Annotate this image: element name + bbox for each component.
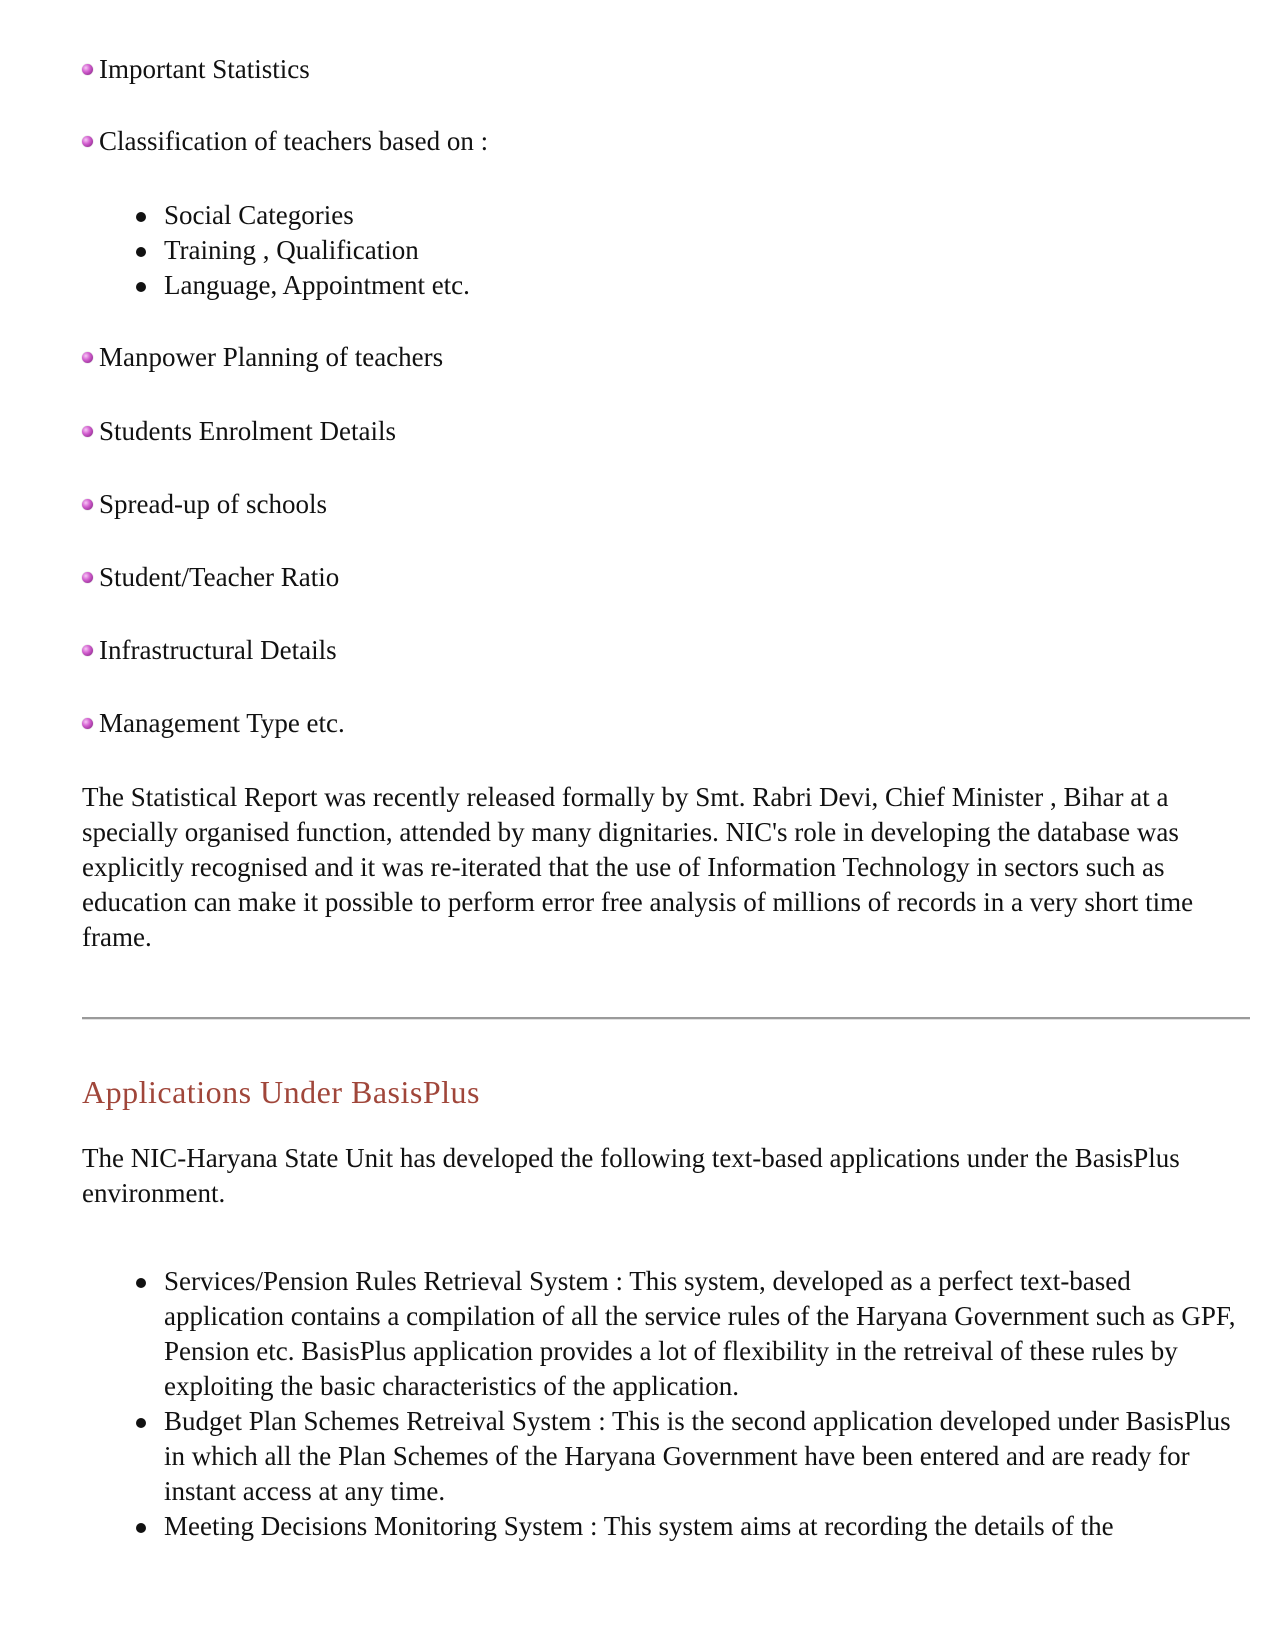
list-item-text: Training , Qualification [164,235,419,265]
black-disc-bullet-icon [136,1278,146,1288]
bullet-manpower-planning [82,340,443,375]
list-item [136,198,470,233]
purple-ball-bullet-icon [82,499,93,510]
purple-ball-bullet-icon [82,64,93,75]
bullet-text: Spread-up of schools [99,489,327,519]
classification-list [136,198,470,303]
purple-ball-bullet-icon [82,718,93,729]
purple-ball-bullet-icon [82,572,93,583]
bullet-classification-of-teachers [82,124,488,159]
bullet-infrastructural-details [82,633,337,668]
black-disc-bullet-icon [136,1418,146,1428]
purple-ball-bullet-icon [82,352,93,363]
purple-ball-bullet-icon [82,136,93,147]
list-item-text: Meeting Decisions Monitoring System : This system aims at recording the details of the [164,1511,1114,1541]
bullet-management-type [82,706,345,741]
bullet-spread-up-of-schools [82,487,327,522]
section-heading: Applications Under BasisPlus [82,1074,480,1110]
bullet-important-statistics [82,52,310,87]
black-disc-bullet-icon [136,212,146,222]
report-paragraph: The Statistical Report was recently released formally by Smt. Rabri Devi, Chief Minister , Bihar at a specially organised function, attended by many dignitaries. NIC's role in developing the database was explicitly recognised and it was re-iterated that the use of Information Technology in sectors such as education can make it possible to perform error free analysis of millions of records in a very short time frame. [82,782,1194,952]
bullet-text: Students Enrolment Details [99,416,396,446]
black-disc-bullet-icon [136,247,146,257]
list-item-text: Language, Appointment etc. [164,270,470,300]
section-intro: The NIC-Haryana State Unit has developed the following text-based applications under the BasisPlus environment. [82,1143,1180,1208]
purple-ball-bullet-icon [82,426,93,437]
horizontal-divider [82,1017,1250,1020]
bullet-text: Classification of teachers based on : [99,126,489,156]
black-disc-bullet-icon [136,282,146,292]
list-item [136,1404,1246,1509]
list-item-text: Social Categories [164,200,354,230]
bullet-text: Manpower Planning of teachers [99,342,444,372]
bullet-text: Important Statistics [99,54,310,84]
list-item [136,1509,1246,1544]
list-item [136,1264,1246,1404]
bullet-text: Student/Teacher Ratio [99,562,340,592]
applications-list [136,1264,1246,1544]
bullet-student-teacher-ratio [82,560,339,595]
bullet-text: Management Type etc. [99,708,345,738]
list-item [136,268,470,303]
bullet-students-enrolment [82,414,396,449]
purple-ball-bullet-icon [82,645,93,656]
bullet-text: Infrastructural Details [99,635,337,665]
list-item-text: Services/Pension Rules Retrieval System : This system, developed as a perfect text-based application contains a compilation of all the service rules of the Haryana Government such as GPF, Pension etc. BasisPlus application provides a lot of flexibility in the retreival of these rules by exploiting the basic characteristics of the application. [164,1266,1236,1401]
list-item [136,233,470,268]
list-item-text: Budget Plan Schemes Retreival System : This is the second application developed under BasisPlus in which all the Plan Schemes of the Haryana Government have been entered and are ready for instant access at any time. [164,1406,1231,1506]
black-disc-bullet-icon [136,1523,146,1533]
